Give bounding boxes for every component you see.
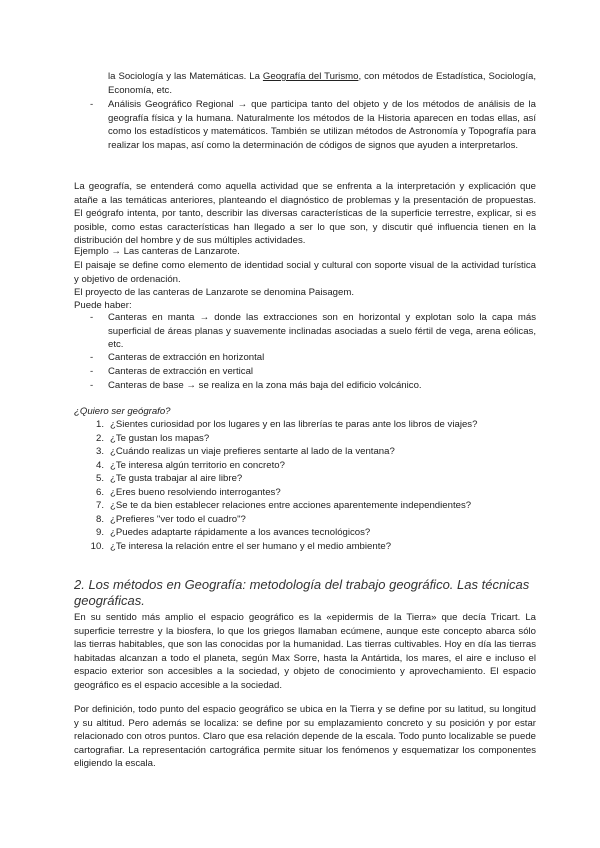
- question-title: ¿Quiero ser geógrafo?: [74, 406, 171, 417]
- question-text: ¿Se te da bien establecer relaciones entre acciones aparentemente independientes?: [110, 500, 472, 511]
- paragraph: El paisaje se define como elemento de identidad social y cultural con soporte visual de la actividad turística y objetivo de ordenación.: [74, 260, 536, 285]
- list-continuation: [108, 70, 536, 97]
- question-text: ¿Te gustan los mapas?: [110, 433, 210, 444]
- question-text: ¿Te interesa la relación entre el ser humano y el medio ambiente?: [110, 541, 392, 552]
- list-item-text: Canteras de base → se realiza en la zona más baja del edificio volcánico.: [108, 380, 422, 391]
- paragraph: Por definición, todo punto del espacio geográfico se ubica en la Tierra y se define por su latitud, su longitud y su altitud. Pero además se localiza: se define por su emplazamiento concreto y su posición y por estar relacionado con otros puntos. Claro que esa relación depende de la escala. Todo punto localizable se puede cartografiar. La representación cartográfica permite situar los fenómenos y esquematizar los componentes eligiendo la escala.: [74, 704, 536, 770]
- example-line: Ejemplo → Las canteras de Lanzarote.: [74, 246, 240, 257]
- continuation-text: la Sociología y las Matemáticas. La: [108, 71, 263, 82]
- paragraph: Puede haber:: [74, 300, 132, 311]
- question-number: 6.: [95, 487, 104, 498]
- question-text: ¿Te gusta trabajar al aire libre?: [110, 473, 243, 484]
- paragraph: El proyecto de las canteras de Lanzarote se denomina Paisagem.: [74, 287, 354, 298]
- bullet: -: [90, 312, 94, 323]
- section-heading: 2. Los métodos en Geografía: metodología del trabajo geográfico. Las técnicas geográficas.: [74, 577, 530, 608]
- question-text: ¿Puedes adaptarte rápidamente a los avances tecnológicos?: [110, 527, 371, 538]
- question-number: 2.: [95, 433, 104, 444]
- question-number: 1.: [95, 419, 104, 430]
- continuation-suffix: , con métodos de Estadística, Sociología, Economía, etc.: [108, 71, 536, 96]
- question-text: ¿Cuándo realizas un viaje prefieres sentarte al lado de la ventana?: [110, 446, 395, 457]
- question-number: 3.: [95, 446, 104, 457]
- question-number: 9.: [95, 527, 104, 538]
- list-item-text: Análisis Geográfico Regional → que participa tanto del objeto y de los métodos de análisis de la geografía física y la humana. Naturalmente los métodos de la Historia aparecen en todas ellas, así como los estadísticos y matemáticos. También se utilizan métodos de Astronomía y Topografía para realizar los mapas, así como la determinación de códigos de signos que ayuden a interpretarlos.: [108, 99, 536, 151]
- question-number: 10.: [90, 541, 104, 552]
- question-text: ¿Eres bueno resolviendo interrogantes?: [110, 487, 281, 498]
- paragraph: En su sentido más amplio el espacio geográfico es la «epidermis de la Tierra» que decía Tricart. La superficie terrestre y la biosfera, lo que los griegos llamaban ecúmene, aunque este concepto abarca sólo las tierras habitables, que son las conocidas por la humanidad. Las tierras cultivables. Hoy en día las tierras habitadas alcanzan a todo el planeta, según Max Sorre, hasta la Antártida, los mares, el aire e incluso el espacio exterior son accesibles a la sociedad, y objeto de conocimiento y aprovechamiento. El espacio geográfico es el espacio accesible a la sociedad.: [74, 612, 536, 691]
- bullet: -: [90, 366, 94, 377]
- question-number: 5.: [95, 473, 104, 484]
- question-number: 8.: [95, 514, 104, 525]
- geografia-turismo-link[interactable]: Geografía del Turismo: [262, 71, 359, 82]
- bullet: -: [90, 99, 94, 110]
- bullet: -: [90, 352, 94, 363]
- question-text: ¿Prefieres "ver todo el cuadro"?: [110, 514, 246, 525]
- paragraph: La geografía, se entenderá como aquella actividad que se enfrenta a la interpretación y explicación que atañe a las temáticas anteriores, planteando el diagnóstico de problemas y la presentación de propuestas. El geógrafo intenta, por tanto, describir las diversas características de la superficie terrestre, explicar, si es posible, como estas características han llegado a ser lo que son, y discutir qué influencia tienen en la distribución del hombre y de sus múltiples actividades.: [74, 181, 536, 247]
- bullet: -: [90, 380, 94, 391]
- question-number: 4.: [95, 460, 104, 471]
- list-item-text: Canteras de extracción en vertical: [108, 366, 254, 377]
- list-item-text: Canteras en manta → donde las extracciones son en horizontal y explotan solo la capa más superficial de áreas planas y suavemente inclinadas asociadas a suelo fértil de vega, arena eólicas, etc.: [108, 312, 536, 351]
- question-text: ¿Sientes curiosidad por los lugares y en las librerías te paras ante los libros de viajes?: [110, 419, 478, 430]
- question-text: ¿Te interesa algún territorio en concreto?: [110, 460, 285, 471]
- question-number: 7.: [95, 500, 104, 511]
- list-item-text: Canteras de extracción en horizontal: [108, 352, 265, 363]
